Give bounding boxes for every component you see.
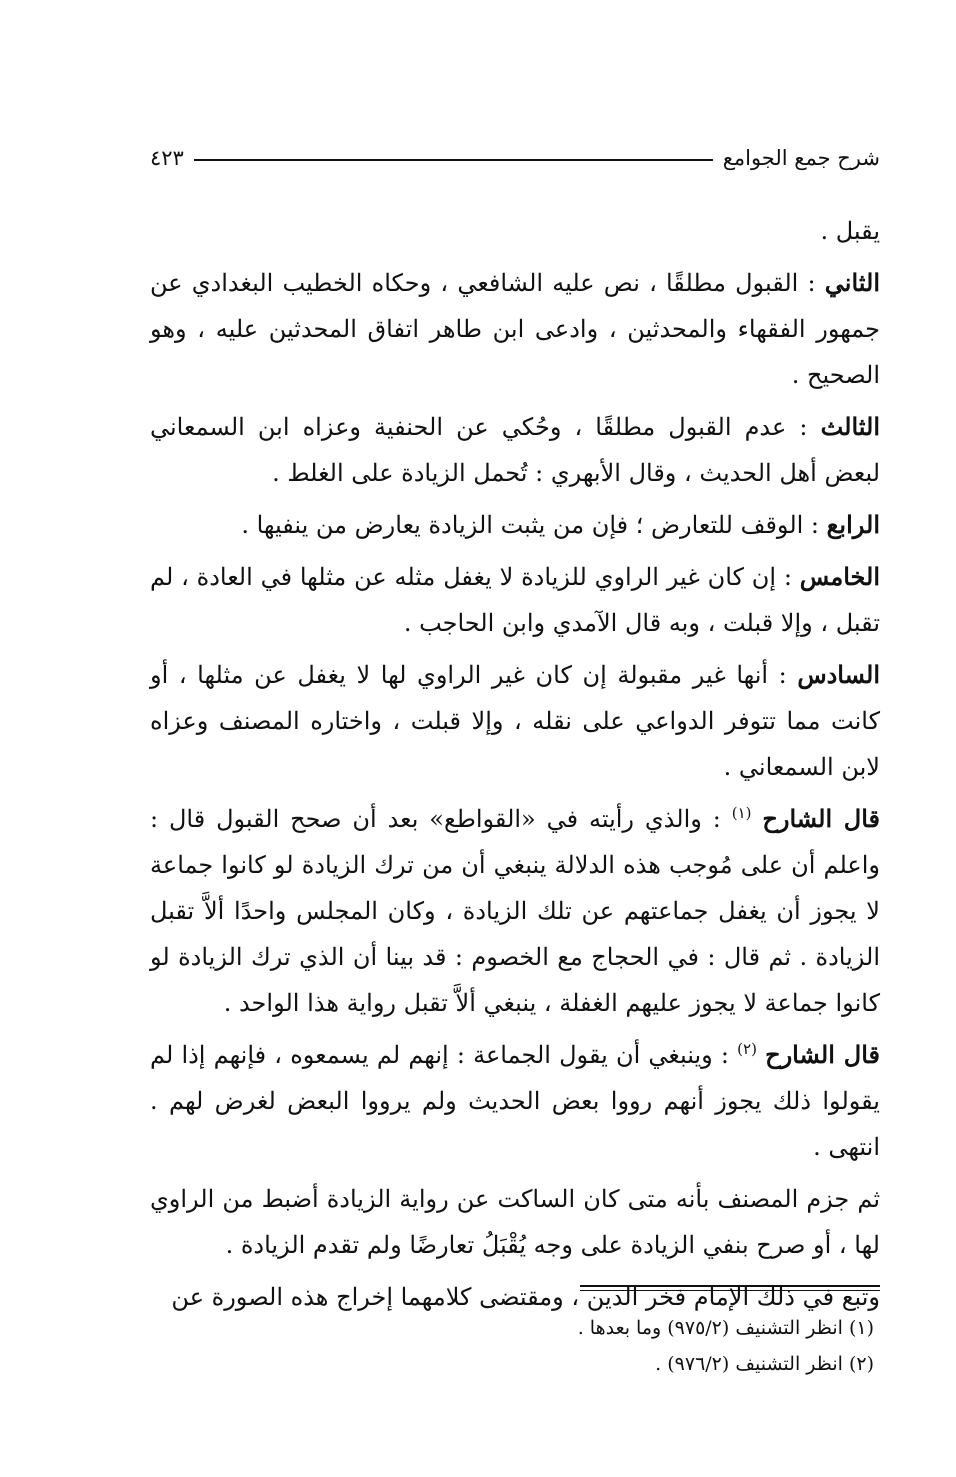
paragraph-text: : وينبغي أن يقول الجماعة : إنهم لم يسمعوه ، فإنهم إذا لم يقولوا ذلك يجوز أنهم رووا بعض الحديث ولم يرووا البعض لغرض لهم . انتهى . [150,1041,880,1161]
page [150,0,880,1477]
paragraph [150,208,880,254]
footnote-separator [580,1285,880,1294]
paragraph [150,502,880,548]
footnote-ref[interactable]: (٢) [737,1040,757,1058]
footnote: (٢) انظر التشنيف (٩٧٦/٢) . [655,1353,874,1375]
paragraph-text: : الوقف للتعارض ؛ فإن من يثبت الزيادة يعارض من ينفيها . [241,511,827,539]
paragraph [150,554,880,646]
paragraph-lead: السادس [797,660,880,689]
paragraph-lead: الثالث [820,412,880,441]
paragraph-lead: الخامس [799,562,880,591]
paragraph-lead: قال الشارح [765,1040,880,1069]
paragraph-text: وتبع في ذلك الإمام فخر الدين ، ومقتضى كلامهما إخراج هذه الصورة عن [171,1283,880,1311]
paragraph [150,260,880,398]
footnote: (١) انظر التشنيف (٩٧٥/٢) وما بعدها . [577,1317,874,1339]
paragraph [150,1032,880,1170]
paragraph-text: : القبول مطلقًا ، نص عليه الشافعي ، وحكاه الخطيب البغدادي عن جمهور الفقهاء والمحدثين ، وادعى ابن طاهر اتفاق المحدثين عليه ، وهو الصحيح . [150,269,880,389]
paragraph-text: : أنها غير مقبولة إن كان غير الراوي لها لا يغفل عن مثلها ، أو كانت مما تتوفر الدواعي على نقله ، وإلا قبلت ، واختاره المصنف وعزاه لابن السمعاني . [150,661,880,781]
paragraph [150,404,880,496]
paragraph-lead: الثاني [824,268,880,297]
paragraph [150,796,880,1026]
footnotes [150,1310,880,1382]
paragraph-lead: قال الشارح [762,804,880,833]
running-header [150,138,880,178]
paragraph [150,652,880,790]
running-title: شرح جمع الجوامع [722,146,880,170]
paragraph [150,1176,880,1268]
paragraph-text: : عدم القبول مطلقًا ، وحُكي عن الحنفية وعزاه ابن السمعاني لبعض أهل الحديث ، وقال الأبهري : تُحمل الزيادة على الغلط . [150,413,880,487]
paragraph-text: يقبل . [820,217,880,245]
footnote-ref[interactable]: (١) [731,804,752,822]
paragraph-text: : إن كان غير الراوي للزيادة لا يغفل مثله عن مثلها في العادة ، لم تقبل ، وإلا قبلت ، وبه قال الآمدي وابن الحاجب . [150,563,880,637]
paragraph-text: : والذي رأيته في «القواطع» بعد أن صحح القبول قال : واعلم أن على مُوجب هذه الدلالة ينبغي أن من ترك الزيادة لو كانوا جماعة لا يجوز أن يغفل جماعتهم عن تلك الزيادة ، وكان المجلس واحدًا ألاَّ تقبل الزيادة . ثم قال : في الحجاج مع الخصوم : قد بينا أن الذي ترك الزيادة لو كانوا جماعة لا يجوز عليهم الغفلة ، ينبغي ألاَّ تقبل رواية هذا الواحد . [150,805,880,1017]
body-text [150,208,880,1326]
page-number: ٤٢٣ [150,146,184,170]
header-rule [194,159,713,161]
paragraph-lead: الرابع [826,510,880,539]
paragraph-text: ثم جزم المصنف بأنه متى كان الساكت عن رواية الزيادة أضبط من الراوي لها ، أو صرح بنفي الزيادة على وجه يُقْبَلُ تعارضًا ولم تقدم الزيادة . [150,1185,880,1259]
